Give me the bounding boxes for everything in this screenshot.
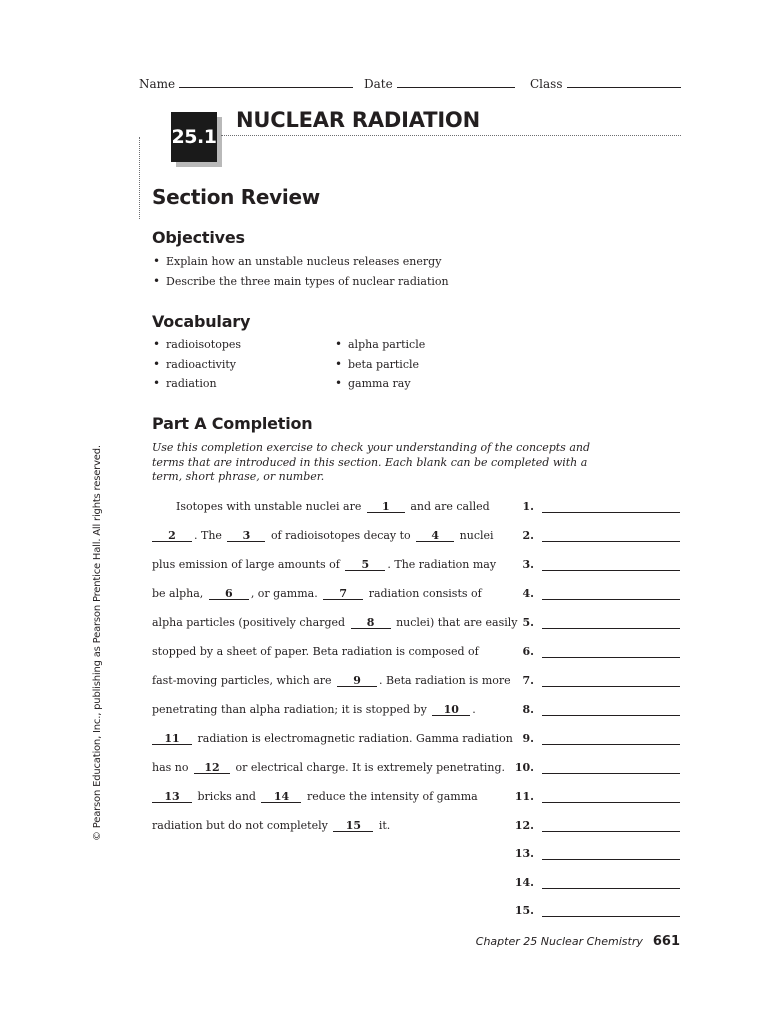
vocabulary-list-left: [152, 335, 241, 394]
passage-line: [152, 790, 478, 803]
answer-line[interactable]: [542, 588, 680, 600]
passage-line: [152, 819, 390, 832]
answer-number: 7.: [522, 674, 534, 687]
passage-text: . The radiation may: [387, 558, 497, 571]
passage-line: [152, 732, 513, 745]
name-label: Name: [139, 77, 176, 91]
answer-number: 5.: [522, 616, 534, 629]
passage-line: [152, 645, 479, 658]
blank-8[interactable]: 8: [351, 617, 391, 629]
answer-number: 3.: [522, 558, 534, 571]
blank-6[interactable]: 6: [209, 588, 249, 600]
blank-9[interactable]: 9: [337, 675, 377, 687]
passage-text: reduce the intensity of gamma: [306, 790, 478, 803]
answer-row: [510, 703, 680, 716]
passage-text: radiation is electromagnetic radiation. Gamma radiation: [197, 732, 513, 745]
objective-item: • Explain how an unstable nucleus releases energy: [152, 252, 449, 272]
objective-item: • Describe the three main types of nuclear radiation: [152, 272, 449, 292]
vocabulary-term: • radioisotopes: [152, 335, 241, 355]
blank-12[interactable]: 12: [194, 762, 230, 774]
passage-text: penetrating than alpha radiation; it is stopped by: [152, 703, 427, 716]
passage-text: alpha particles (positively charged: [152, 616, 346, 629]
objectives-list: [152, 252, 449, 291]
answer-row: [510, 732, 680, 745]
passage-text: radiation but do not completely: [152, 819, 328, 832]
answer-line[interactable]: [542, 704, 680, 716]
answer-number: 14.: [514, 876, 534, 889]
passage-line: [152, 761, 505, 774]
page-footer: [476, 934, 680, 949]
answer-number: 8.: [522, 703, 534, 716]
passage-line: [152, 703, 476, 716]
passage-text: stopped by a sheet of paper. Beta radiation is composed of: [152, 645, 479, 658]
answer-line[interactable]: [542, 733, 680, 745]
answer-number: 4.: [522, 587, 534, 600]
date-field[interactable]: [364, 77, 515, 91]
passage-text: , or gamma.: [250, 587, 318, 600]
passage-line: [176, 500, 490, 513]
passage-text: of radioisotopes decay to: [270, 529, 411, 542]
vocabulary-term: • radioactivity: [152, 355, 241, 375]
passage-line: [152, 587, 482, 600]
page-number: 661: [652, 934, 680, 949]
answer-number: 10.: [514, 761, 534, 774]
answer-number: 1.: [522, 500, 534, 513]
footer-chapter: Chapter 25 Nuclear Chemistry: [475, 935, 643, 948]
passage-text: fast-moving particles, which are: [152, 674, 332, 687]
answer-number: 9.: [522, 732, 534, 745]
passage-text: or electrical charge. It is extremely penetrating.: [235, 761, 506, 774]
passage-text: has no: [152, 761, 189, 774]
vocabulary-list-right: [334, 335, 425, 394]
answer-number: 11.: [514, 790, 534, 803]
answer-line[interactable]: [542, 675, 680, 687]
date-underline[interactable]: [397, 77, 515, 88]
answer-row: [510, 616, 680, 629]
passage-text: nuclei: [459, 529, 494, 542]
blank-13[interactable]: 13: [152, 791, 192, 803]
answer-line[interactable]: [542, 905, 680, 917]
answer-line[interactable]: [542, 848, 680, 860]
blank-14[interactable]: 14: [261, 791, 301, 803]
answer-row: [510, 645, 680, 658]
passage-line: [152, 558, 496, 571]
vocabulary-term: • beta particle: [334, 355, 425, 375]
passage-text: . Beta radiation is more: [379, 674, 511, 687]
blank-11[interactable]: 11: [152, 733, 192, 745]
blank-10[interactable]: 10: [432, 704, 470, 716]
answer-line[interactable]: [542, 762, 680, 774]
title-dotted-rule-vertical: [139, 137, 140, 219]
vocabulary-heading: Vocabulary: [152, 312, 251, 331]
answer-row: [510, 876, 680, 889]
copyright-notice: © Pearson Education, Inc., publishing as Pearson Prentice Hall. All rights reserved.: [92, 445, 103, 841]
answer-row: [510, 819, 680, 832]
class-underline[interactable]: [567, 77, 681, 88]
passage-line: [152, 616, 518, 629]
passage-text: plus emission of large amounts of: [152, 558, 340, 571]
vocabulary-term: • gamma ray: [334, 374, 425, 394]
answer-line[interactable]: [542, 791, 680, 803]
answer-line[interactable]: [542, 617, 680, 629]
answer-line[interactable]: [542, 877, 680, 889]
passage-text: . The: [194, 529, 222, 542]
blank-3[interactable]: 3: [227, 530, 265, 542]
objectives-heading: Objectives: [152, 228, 245, 247]
answer-line[interactable]: [542, 530, 680, 542]
date-label: Date: [364, 77, 393, 91]
blank-15[interactable]: 15: [333, 820, 373, 832]
class-field[interactable]: [530, 77, 681, 91]
class-label: Class: [530, 77, 563, 91]
passage-text: be alpha,: [152, 587, 204, 600]
passage-text: nuclei) that are easily: [396, 616, 518, 629]
passage-line: [152, 674, 511, 687]
vocabulary-term: • alpha particle: [334, 335, 425, 355]
answer-line[interactable]: [542, 646, 680, 658]
blank-2[interactable]: 2: [152, 530, 192, 542]
answer-number: 12.: [514, 819, 534, 832]
passage-text: Isotopes with unstable nuclei are: [176, 500, 362, 513]
answer-row: [510, 500, 680, 513]
chapter-title: NUCLEAR RADIATION: [236, 108, 480, 132]
answer-number: 6.: [522, 645, 534, 658]
passage-text: radiation consists of: [368, 587, 482, 600]
answer-number: 15.: [514, 904, 534, 917]
answer-line[interactable]: [542, 820, 680, 832]
passage-line: [152, 529, 494, 542]
section-number-badge: 25.1: [171, 112, 217, 162]
blank-7[interactable]: 7: [323, 588, 363, 600]
blank-5[interactable]: 5: [345, 559, 385, 571]
answer-row: [510, 674, 680, 687]
answer-number: 2.: [522, 529, 534, 542]
answer-number: 13.: [514, 847, 534, 860]
passage-text: it.: [378, 819, 391, 832]
section-review-heading: Section Review: [152, 185, 320, 209]
blank-1[interactable]: 1: [367, 501, 405, 513]
passage-text: bricks and: [197, 790, 256, 803]
answer-row: [510, 847, 680, 860]
name-underline[interactable]: [179, 77, 353, 88]
part-a-instructions: Use this completion exercise to check your understanding of the concepts and terms that are introduced in this section. Each blank can be completed with a term, short phrase, or number.: [152, 441, 591, 483]
part-a-heading: Part A Completion: [152, 414, 313, 433]
answer-row: [510, 558, 680, 571]
name-field[interactable]: [139, 77, 353, 91]
answer-row: [510, 761, 680, 774]
answer-line[interactable]: [542, 559, 680, 571]
passage-text: .: [472, 703, 476, 716]
answer-line[interactable]: [542, 501, 680, 513]
passage-text: and are called: [410, 500, 490, 513]
answer-row: [510, 904, 680, 917]
answer-row: [510, 790, 680, 803]
answer-row: [510, 587, 680, 600]
blank-4[interactable]: 4: [416, 530, 454, 542]
vocabulary-term: • radiation: [152, 374, 241, 394]
answer-row: [510, 529, 680, 542]
title-dotted-rule: [221, 135, 681, 136]
